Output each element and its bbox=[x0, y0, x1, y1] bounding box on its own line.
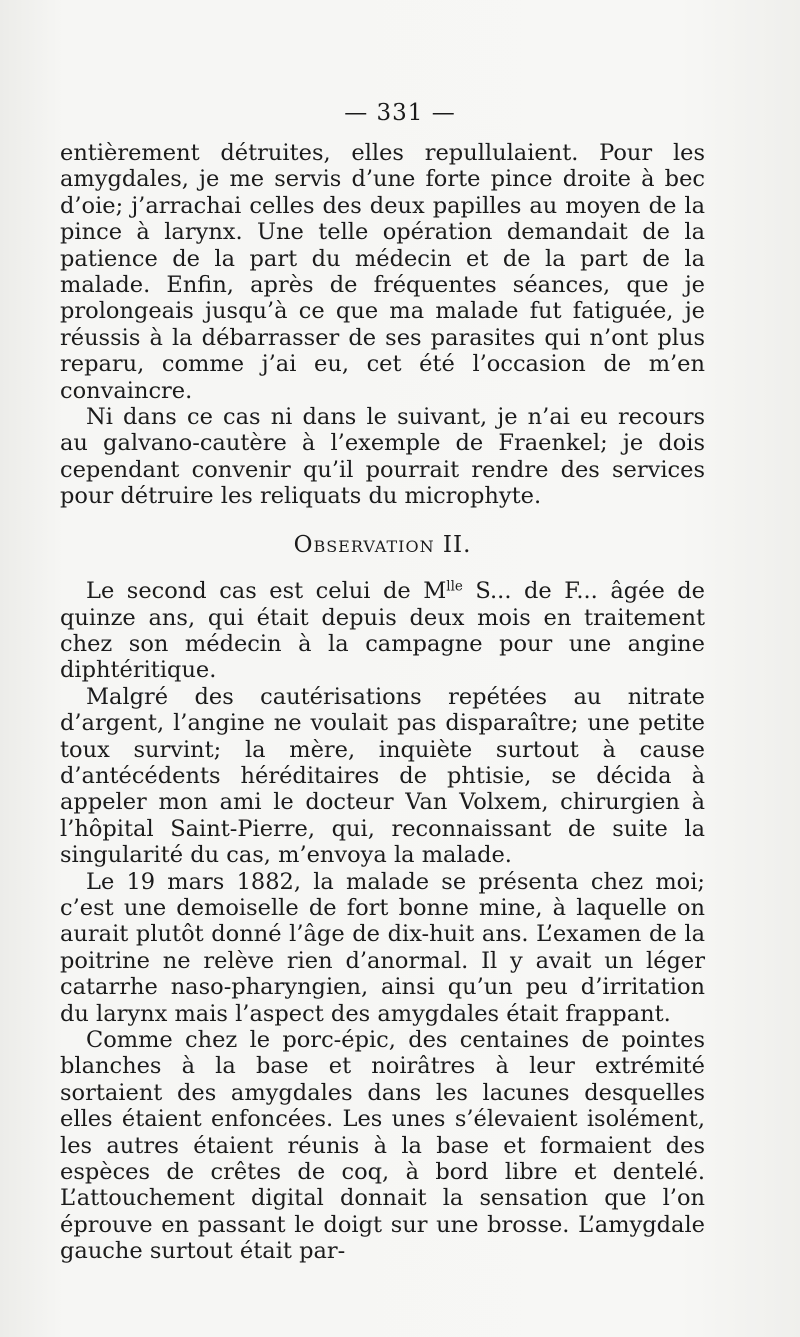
paragraph-description: Comme chez le porc-épic, des centaines de pointes blanches à la base et noirâtres à leur extrémité sortaient des amygdales dans les lacunes desquelles elles étaient enfoncées. Les unes s’élevaient isolément, les autres étaient réunis à la base et formaient des espèces de crêtes de coq, à bord libre et dentelé. L’attouchement digital donnait la sensation que l’on éprouve en passant le doigt sur une brosse. L’amygdale gauche surtout était par- bbox=[60, 1027, 705, 1265]
mademoiselle-abbrev: lle bbox=[446, 578, 463, 595]
section-heading: Observation II. bbox=[293, 531, 472, 558]
paragraph-cauterisations: Malgré des cautérisations repétées au nitrate d’argent, l’angine ne voulait pas disparaître; une petite toux survint; la mère, inquiète surtout à cause d’antécédents héréditaires de phtisie, se décida à appeler mon ami le docteur Van Volxem, chirurgien à l’hôpital Saint-Pierre, qui, reconnaissant de suite la singularité du cas, m’envoya la malade. bbox=[60, 683, 705, 869]
second-case-text-start: Le second cas est celui de M bbox=[86, 578, 447, 605]
paragraph-second-case bbox=[60, 578, 705, 684]
second-case-text-end: S... de F... âgée de quinze ans, qui était depuis deux mois en traitement chez son médecin à la campagne pour une angine diphtéritique. bbox=[60, 578, 705, 684]
page-number: — 331 — bbox=[344, 100, 456, 126]
paragraph-galvano: Ni dans ce cas ni dans le suivant, je n’ai eu recours au galvano-cautère à l’exemple de Fraenkel; je dois cependant convenir qu’il pourrait rendre des services pour détruire les reliquats du microphyte. bbox=[60, 404, 705, 510]
paragraph-continuation: entièrement détruites, elles repullulaient. Pour les amygdales, je me servis d’une forte pince droite à bec d’oie; j’arrachai celles des deux papilles au moyen de la pince à larynx. Une telle opération demandait de la patience de la part du médecin et de la part de la malade. Enfin, après de fréquentes séances, que je prolongeais jusqu’à ce que ma malade fut fatiguée, je réussis à la débarrasser de ses parasites qui n’ont plus reparu, comme j’ai eu, cet été l’occasion de m’en convaincre. bbox=[60, 140, 705, 404]
page-body bbox=[60, 140, 705, 1265]
paragraph-visit: Le 19 mars 1882, la malade se présenta chez moi; c’est une demoiselle de fort bonne mine, à laquelle on aurait plutôt donné l’âge de dix-huit ans. L’examen de la poitrine ne relève rien d’anormal. Il y avait un léger catarrhe naso-pharyngien, ainsi qu’un peu d’irritation du larynx mais l’aspect des amygdales était frappant. bbox=[60, 868, 705, 1027]
